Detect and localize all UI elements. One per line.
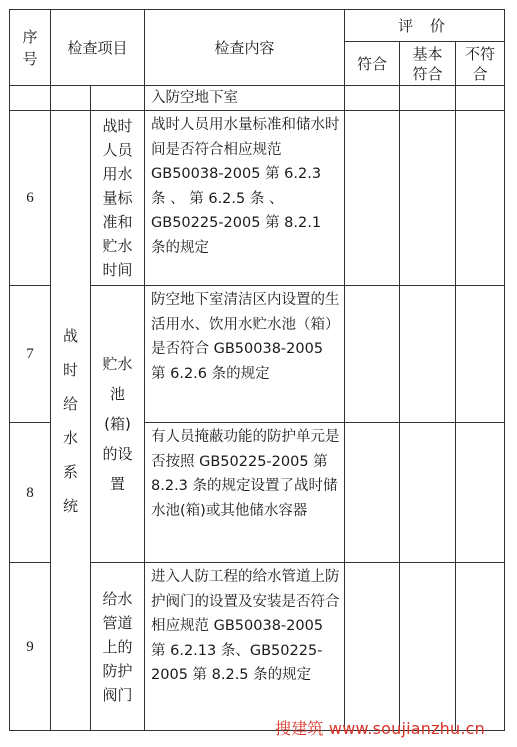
row-eval-comply [345,563,400,731]
header-seq-label: 序号 [22,27,38,68]
sub-item-label: 给水管道上的防护阀门 [102,589,133,704]
row-seq: 7 [10,286,51,423]
row-eval-basic [400,563,456,731]
row-eval-not [456,111,505,286]
cont-seq [10,86,51,111]
sub-item-label: 战时人员用水量标准和贮水时间 [102,117,133,279]
group-label: 战时给水系统 [62,326,78,515]
row-seq: 6 [10,111,51,286]
sub-item-label: 贮水池(箱)的设置 [102,355,133,493]
header-eval-comply: 符合 [345,42,400,86]
row-content: 有人员掩蔽功能的防护单元是否按照 GB50225-2005 第 8.2.3 条的规定设置了战时储水池(箱)或其他储水容器 [145,423,345,563]
row-seq: 8 [10,423,51,563]
row-eval-not [456,286,505,423]
watermark-url: www.soujianzhu.cn [328,719,485,738]
watermark [275,716,485,739]
cont-eval-1 [345,86,400,111]
row-eval-basic [400,286,456,423]
cont-sub [91,86,145,111]
row-content: 防空地下室清洁区内设置的生活用水、饮用水贮水池（箱）是否符合 GB50038-2005 第 6.2.6 条的规定 [145,286,345,423]
header-item: 检查项目 [51,10,145,86]
cont-content: 入防空地下室 [145,86,345,111]
row-eval-not [456,423,505,563]
row-eval-comply [345,286,400,423]
row-eval-comply [345,111,400,286]
row-eval-comply [345,423,400,563]
header-eval-not [456,42,505,86]
header-eval-basic-label: 基本符合 [412,44,443,83]
cont-eval-2 [400,86,456,111]
row-eval-basic [400,423,456,563]
watermark-cn: 搜建筑 [275,719,324,738]
row-content: 战时人员用水量标准和储水时间是否符合相应规范 GB50038-2005 第 6.2.3 条 、 第 6.2.5 条 、 GB50225-2005 第 8.2.1 条的规定 [145,111,345,286]
cont-eval-3 [456,86,505,111]
group-label-cell [51,111,91,731]
sub-item-cell [91,111,145,286]
cont-group [51,86,91,111]
header-seq [10,10,51,86]
header-eval-basic [400,42,456,86]
sub-item-cell [91,563,145,731]
row-content: 进入人防工程的给水管道上防护阀门的设置及安装是否符合相应规范 GB50038-2005 第 6.2.13 条、GB50225-2005 第 8.2.5 条的规定 [145,563,345,731]
header-evaluation: 评 价 [345,10,505,42]
row-eval-not [456,563,505,731]
sub-item-cell [91,286,145,563]
row-eval-basic [400,111,456,286]
header-eval-not-label: 不符合 [465,44,496,83]
row-seq: 9 [10,563,51,731]
header-content: 检查内容 [145,10,345,86]
inspection-table [9,9,505,731]
